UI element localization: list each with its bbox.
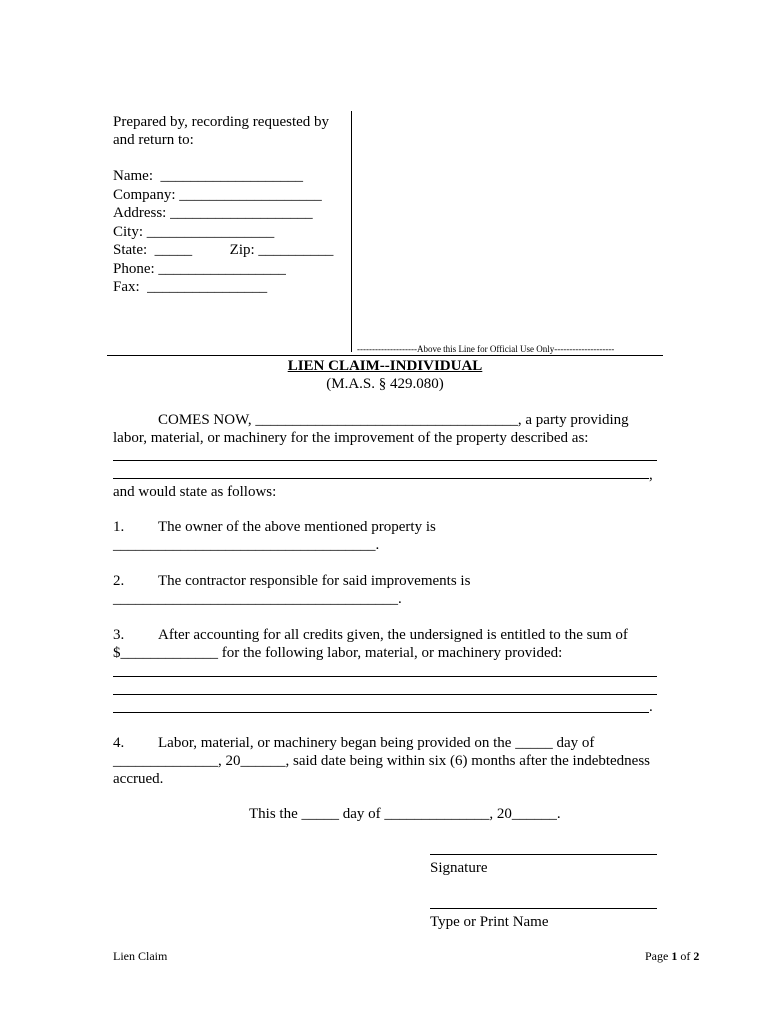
item-1-number: 1.	[113, 519, 125, 535]
phone-field[interactable]: Phone: _________________	[113, 261, 286, 277]
address-field[interactable]: Address: ___________________	[113, 205, 313, 221]
signature-line[interactable]	[430, 854, 657, 855]
amount-field[interactable]: $_____________ for the following labor, material, or machinery provided:	[113, 645, 563, 661]
header-divider-vertical	[351, 111, 352, 352]
labor-line: labor, material, or machinery for the improvement of the property described as:	[113, 430, 589, 446]
name-field[interactable]: Name: ___________________	[113, 168, 303, 184]
comes-now-line[interactable]: COMES NOW, ___________________________________, a party providing	[158, 412, 629, 428]
item-2-number: 2.	[113, 573, 125, 589]
property-description-line-2[interactable]	[113, 478, 649, 479]
header-divider-horizontal	[107, 355, 663, 356]
footer-title: Lien Claim	[113, 949, 168, 963]
print-name-line[interactable]	[430, 908, 657, 909]
period-mark: .	[649, 699, 653, 715]
owner-field[interactable]: ___________________________________.	[113, 537, 380, 553]
item-2-text: The contractor responsible for said improvements is	[158, 573, 471, 589]
provided-line-3[interactable]	[113, 712, 649, 713]
date-line[interactable]: This the _____ day of ______________, 20______.	[249, 806, 561, 822]
signature-label: Signature	[430, 860, 488, 876]
official-use-line: --------------------Above this Line for Official Use Only--------------------	[357, 344, 615, 354]
provided-line-1[interactable]	[113, 676, 657, 677]
print-name-label: Type or Print Name	[430, 914, 549, 930]
document-title: LIEN CLAIM--INDIVIDUAL	[287, 358, 483, 374]
item-4-line-2[interactable]: ______________, 20______, said date being within six (6) months after the indebtedness	[113, 753, 651, 769]
document-subtitle: (M.A.S. § 429.080)	[326, 376, 444, 392]
comma-mark: ,	[649, 467, 653, 483]
provided-line-2[interactable]	[113, 694, 657, 695]
page-of: of	[677, 949, 694, 963]
city-field[interactable]: City: _________________	[113, 224, 275, 240]
item-4-text[interactable]: Labor, material, or machinery began being provided on the _____ day of	[158, 735, 595, 751]
company-field[interactable]: Company: ___________________	[113, 187, 322, 203]
fax-field[interactable]: Fax: ________________	[113, 279, 268, 295]
state-as-follows: and would state as follows:	[113, 484, 277, 500]
page-number	[645, 949, 699, 963]
item-3-text: After accounting for all credits given, the undersigned is entitled to the sum of	[158, 627, 628, 643]
item-4-number: 4.	[113, 735, 125, 751]
contractor-field[interactable]: ______________________________________.	[113, 591, 402, 607]
page-prefix: Page	[645, 949, 672, 963]
item-4-line-3: accrued.	[113, 771, 164, 787]
item-1-text: The owner of the above mentioned property is	[158, 519, 436, 535]
page-current: 1	[671, 949, 678, 963]
page-total: 2	[693, 949, 700, 963]
state-zip-field[interactable]: State: _____ Zip: __________	[113, 242, 334, 258]
item-3-number: 3.	[113, 627, 125, 643]
property-description-line-1[interactable]	[113, 460, 657, 461]
prepared-by-line1: Prepared by, recording requested by	[113, 114, 330, 130]
prepared-by-line2: and return to:	[113, 132, 194, 148]
